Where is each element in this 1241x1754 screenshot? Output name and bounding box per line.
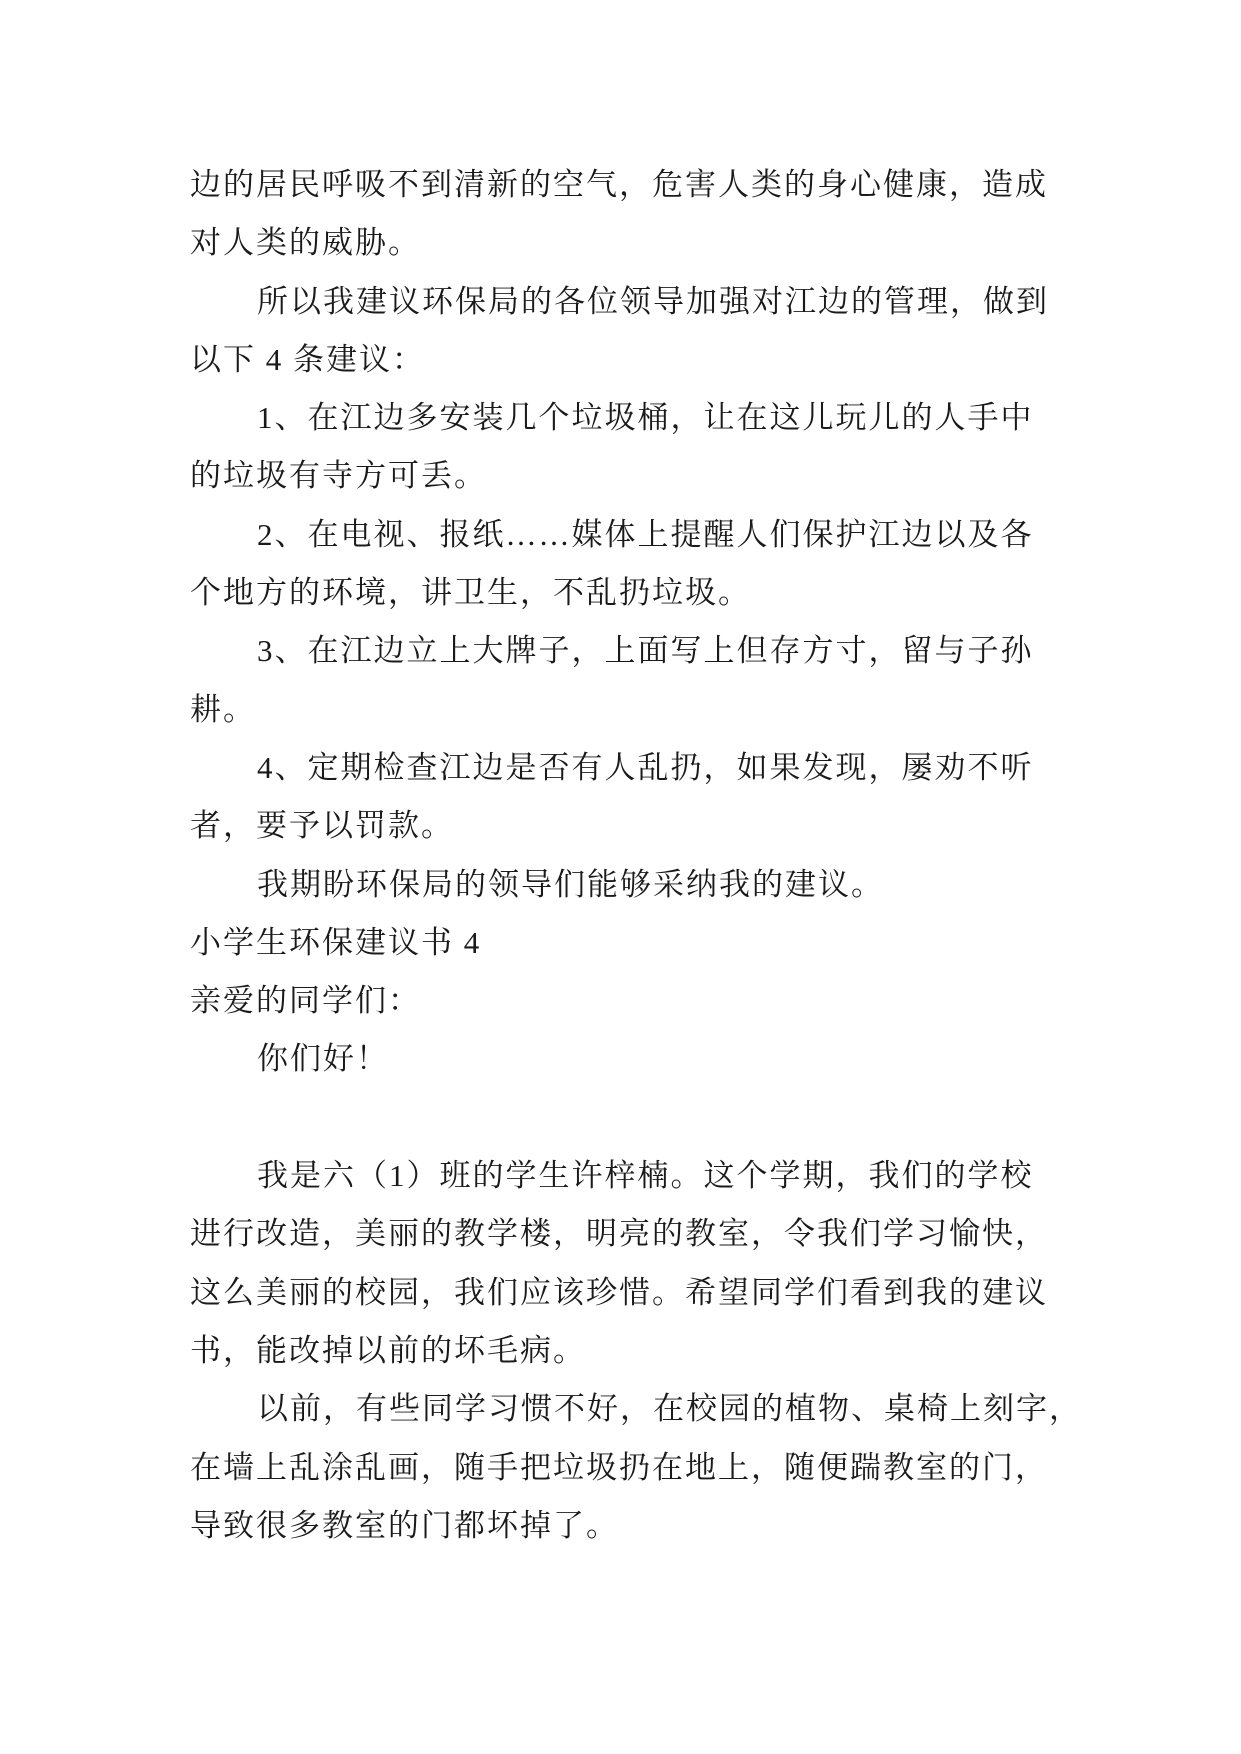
- text-line: 导致很多教室的门都坏掉了。: [190, 1507, 619, 1543]
- text-line: 1、在江边多安装几个垃圾桶，让在这儿玩儿的人手中: [257, 400, 1034, 436]
- document-text-block: [190, 156, 1082, 1555]
- text-line: 书，能改掉以前的坏毛病。: [190, 1332, 586, 1368]
- text-line: 边的居民呼吸不到清新的空气，危害人类的身心健康，造成: [190, 167, 1048, 202]
- text-line: 我期盼环保局的领导们能够采纳我的建议。: [257, 866, 884, 902]
- text-line: 的垃圾有寺方可丢。: [190, 458, 487, 494]
- text-line: 我是六（1）班的学生许梓楠。这个学期，我们的学校: [257, 1158, 1034, 1194]
- text-line: 2、在电视、报纸……媒体上提醒人们保护江边以及各: [257, 516, 1034, 552]
- text-line: 以下 4 条建议：: [190, 341, 425, 377]
- text-line: 这么美丽的校园，我们应该珍惜。希望同学们看到我的建议: [190, 1274, 1048, 1310]
- text-line: 个地方的环境，讲卫生，不乱扔垃圾。: [190, 575, 751, 611]
- text-line: 3、在江边立上大牌子，上面写上但存方寸，留与子孙: [257, 633, 1034, 669]
- text-line: 在墙上乱涂乱画，随手把垃圾扔在地上，随便踹教室的门，: [190, 1449, 1048, 1485]
- text-line: [190, 1089, 1061, 1147]
- text-line: 小学生环保建议书 4: [190, 924, 482, 960]
- text-line: 4、定期检查江边是否有人乱扔，如果发现，屡劝不听: [257, 749, 1034, 785]
- text-line: 耕。: [190, 691, 256, 727]
- text-line: 者，要予以罚款。: [190, 808, 454, 844]
- text-line: 对人类的威胁。: [190, 225, 421, 261]
- text-line: 亲爱的同学们：: [190, 983, 421, 1019]
- text-line: 进行改造，美丽的教学楼，明亮的教室，令我们学习愉快，: [190, 1216, 1048, 1252]
- text-line: 以前，有些同学习惯不好，在校园的植物、桌椅上刻字，: [257, 1391, 1082, 1427]
- text-line: 你们好！: [257, 1041, 389, 1077]
- text-line: 所以我建议环保局的各位领导加强对江边的管理，做到: [257, 283, 1049, 319]
